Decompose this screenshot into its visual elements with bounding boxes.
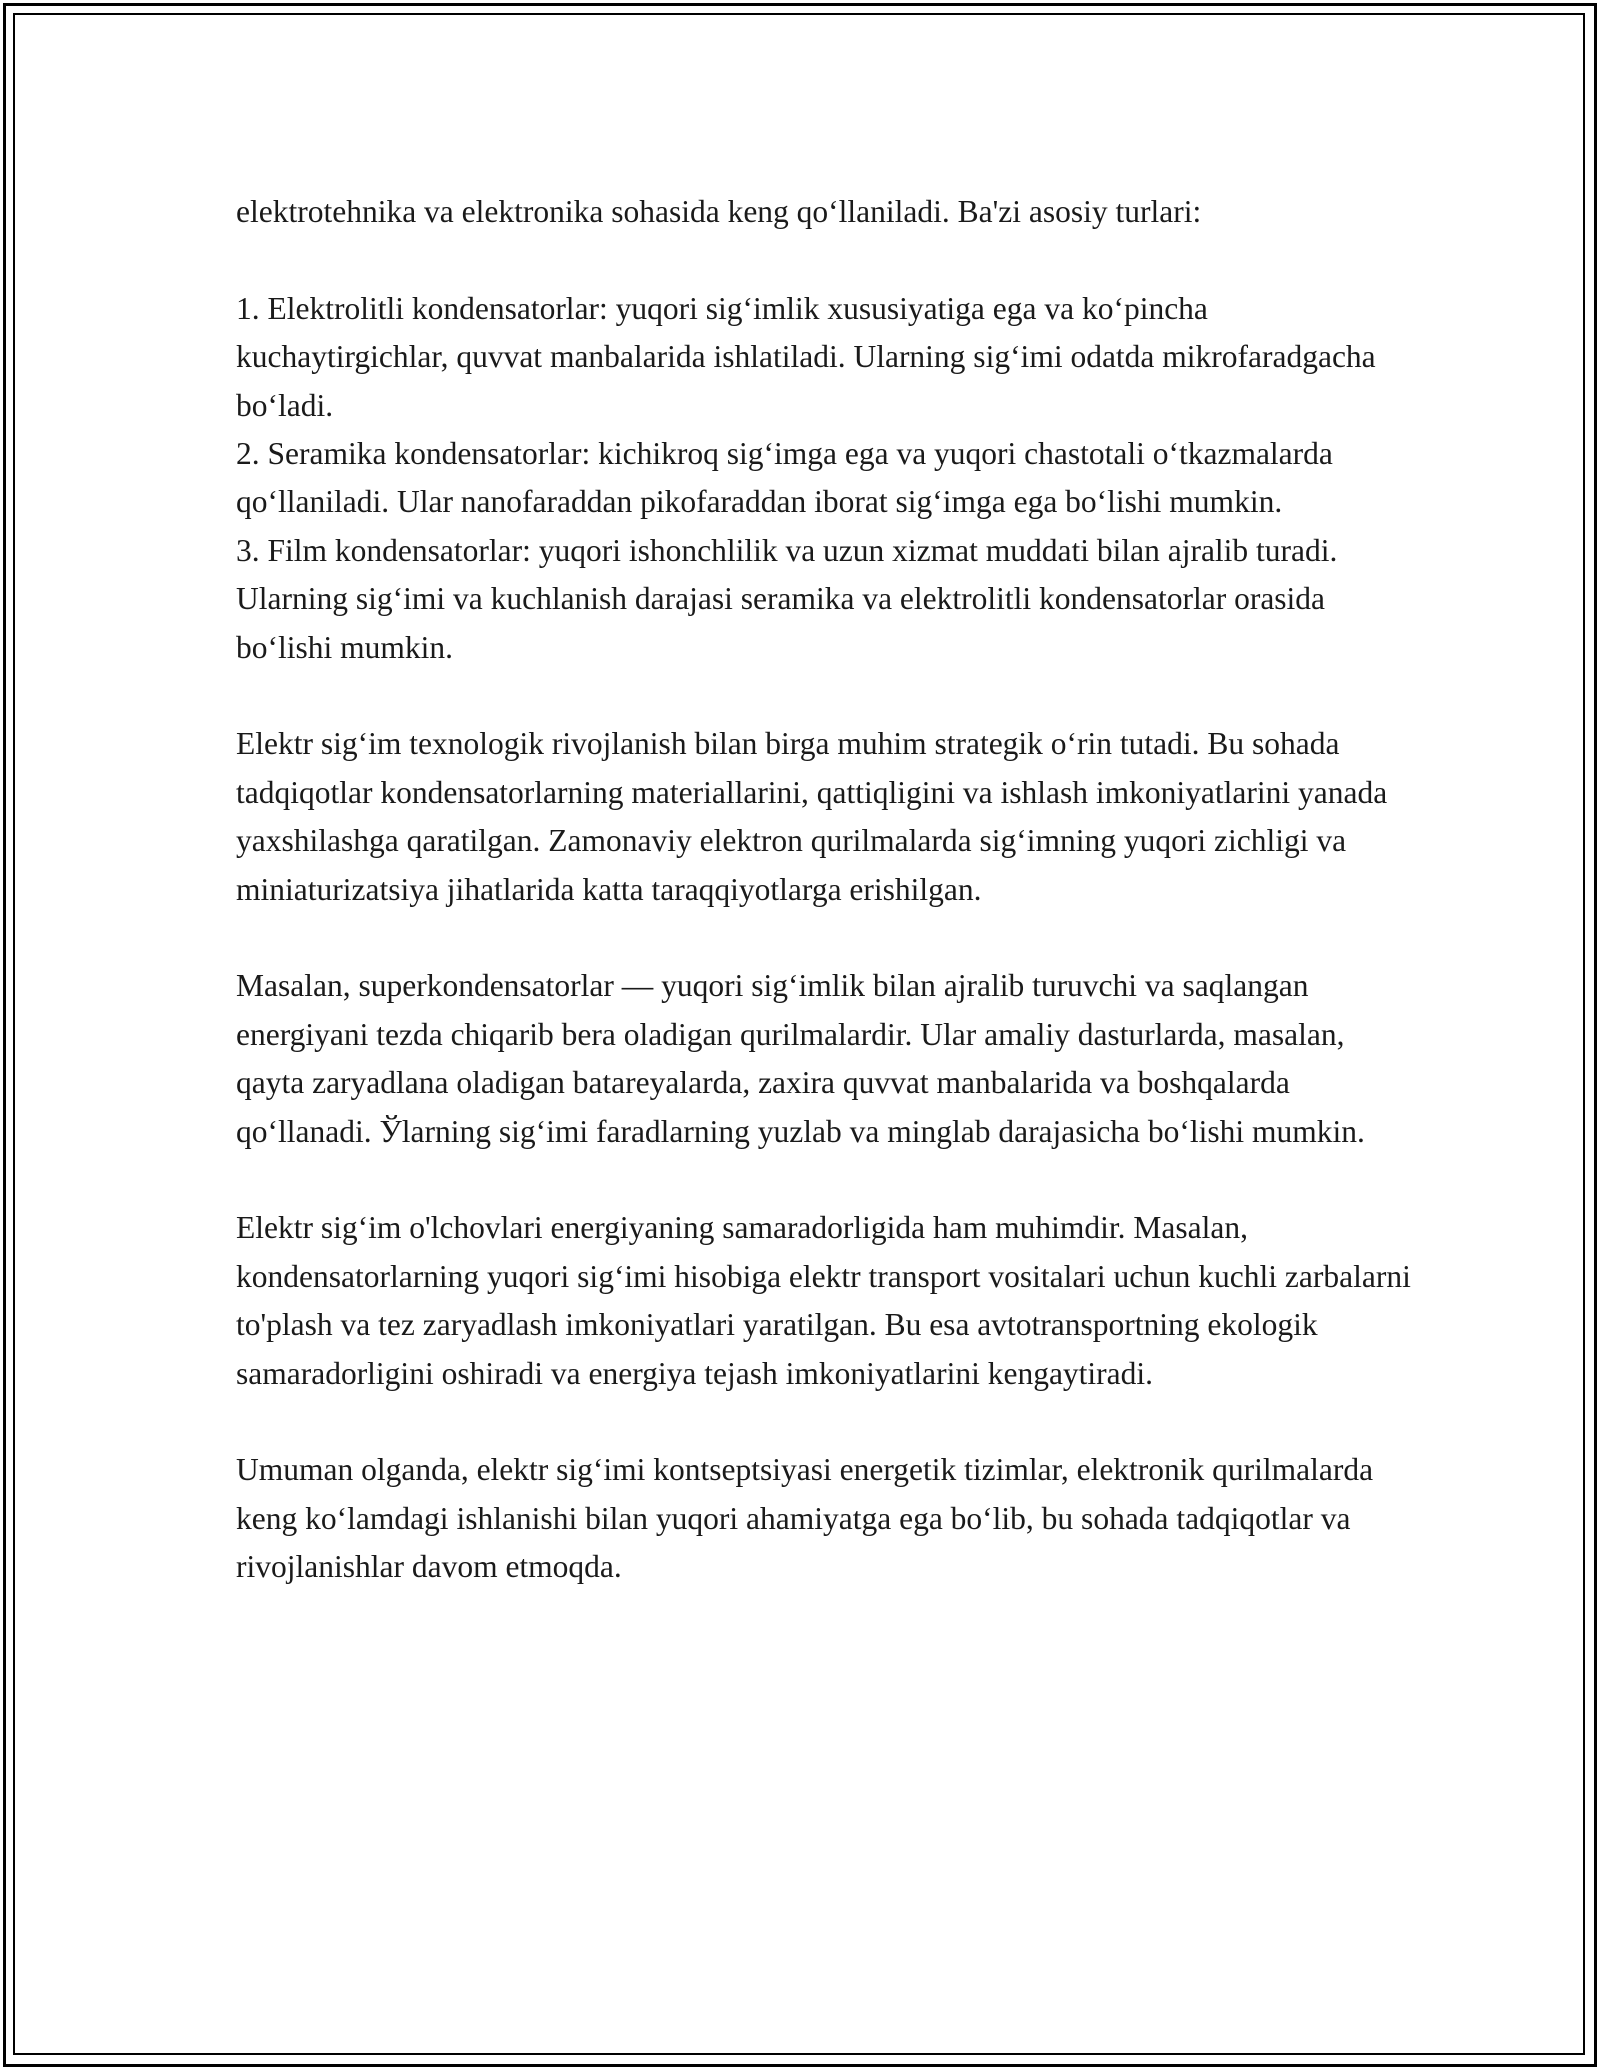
document-body xyxy=(236,188,1416,1640)
list-item-film: 3. Film kondensatorlar: yuqori ishonchlilik va uzun xizmat muddati bilan ajralib turadi. Ularning sig‘imi va kuchlanish darajasi seramika va elektrolitli kondensatorlar orasida bo‘lishi mumkin. xyxy=(236,532,1338,665)
paragraph-supercapacitors: Masalan, superkondensatorlar — yuqori sig‘imlik bilan ajralib turuvchi va saqlangan energiyani tezda chiqarib bera oladigan qurilmalardir. Ular amaliy dasturlarda, masalan, qayta zaryadlana oladigan batareyalarda, zaxira quvvat manbalarida va boshqalarda qo‘llanadi. Ўlarning sig‘imi faradlarning yuzlab va minglab darajasicha bo‘lishi mumkin. xyxy=(236,968,1365,1149)
paragraph-technology: Elektr sig‘im texnologik rivojlanish bilan birga muhim strategik o‘rin tutadi. Bu sohada tadqiqotlar kondensatorlarning materiallarini, qattiqligini va ishlash imkoniyatlarini yanada yaxshilashga qaratilgan. Zamonaviy elektron qurilmalarda sig‘imning yuqori zichligi va miniaturizatsiya jihatlarida katta taraqqiyotlarga erishilgan. xyxy=(236,726,1388,907)
capacitor-types-list xyxy=(236,285,1416,672)
intro-paragraph: elektrotehnika va elektronika sohasida keng qo‘llaniladi. Ba'zi asosiy turlari: xyxy=(236,194,1202,229)
list-item-electrolytic: 1. Elektrolitli kondensatorlar: yuqori sig‘imlik xususiyatiga ega va ko‘pincha kuchaytirgichlar, quvvat manbalarida ishlatiladi. Ularning sig‘imi odatda mikrofaradgacha bo‘ladi. xyxy=(236,290,1376,423)
paragraph-efficiency: Elektr sig‘im o'lchovlari energiyaning samaradorligida ham muhimdir. Masalan, kondensatorlarning yuqori sig‘imi hisobiga elektr transport vositalari uchun kuchli zarbalarni to'plash va tez zaryadlash imkoniyatlari yaratilgan. Bu esa avtotransportning ekologik samaradorligini oshiradi va energiya tejash imkoniyatlarini kengaytiradi. xyxy=(236,1210,1411,1391)
list-item-ceramic: 2. Seramika kondensatorlar: kichikroq sig‘imga ega va yuqori chastotali o‘tkazmalarda qo‘llaniladi. Ular nanofaraddan pikofaraddan iborat sig‘imga ega bo‘lishi mumkin. xyxy=(236,436,1333,520)
paragraph-conclusion: Umuman olganda, elektr sig‘imi kontseptsiyasi energetik tizimlar, elektronik qurilmalarda keng ko‘lamdagi ishlanishi bilan yuqori ahamiyatga ega bo‘lib, bu sohada tadqiqotlar va rivojlanishlar davom etmoqda. xyxy=(236,1452,1374,1585)
